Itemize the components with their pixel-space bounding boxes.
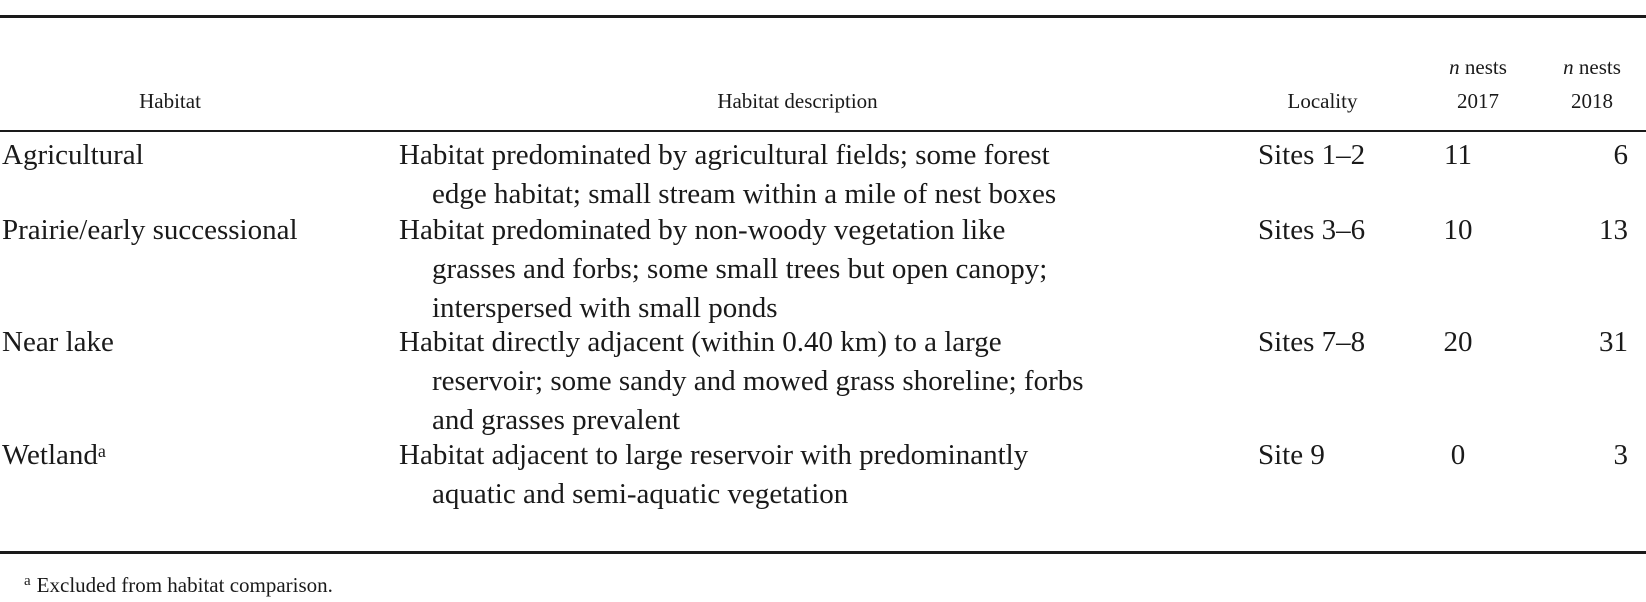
footnote-text: Excluded from habitat comparison. bbox=[36, 573, 333, 597]
description-line: Habitat predominated by non-woody vegetation like bbox=[399, 214, 1006, 246]
cell-n-nests-2018: 31 bbox=[1599, 326, 1628, 358]
cell-n-nests-2018: 6 bbox=[1613, 139, 1628, 171]
description-line: and grasses prevalent bbox=[432, 404, 681, 436]
header-nests-word: nests bbox=[1578, 55, 1621, 79]
header-year: 2018 bbox=[1571, 89, 1613, 113]
cell-description bbox=[399, 436, 1028, 514]
cell-n-nests-2018: 3 bbox=[1613, 439, 1628, 471]
cell-n-nests-2017: 0 bbox=[1450, 439, 1466, 471]
header-year: 2017 bbox=[1457, 89, 1499, 113]
habitat-name: Wetland bbox=[2, 439, 98, 471]
cell-description bbox=[399, 136, 1056, 214]
cell-habitat bbox=[2, 323, 114, 362]
cell-locality: Sites 1–2 bbox=[1258, 139, 1366, 171]
cell-habitat bbox=[2, 136, 144, 175]
habitat-name: Agricultural bbox=[2, 139, 144, 171]
cell-n-nests-2018: 13 bbox=[1599, 214, 1628, 246]
table-header-rule bbox=[0, 130, 1646, 132]
description-line: grasses and forbs; some small trees but open canopy; bbox=[432, 253, 1048, 285]
header-habitat: Habitat bbox=[139, 89, 201, 113]
header-habitat-description: Habitat description bbox=[717, 89, 878, 113]
description-line: aquatic and semi-aquatic vegetation bbox=[432, 478, 849, 510]
header-locality: Locality bbox=[1287, 89, 1358, 113]
description-line: Habitat directly adjacent (within 0.40 km) to a large bbox=[399, 326, 1002, 358]
cell-description bbox=[399, 323, 1084, 440]
header-n-nests-2018 bbox=[1532, 50, 1646, 118]
cell-n-nests-2017: 20 bbox=[1443, 326, 1473, 358]
header-n-symbol: n bbox=[1563, 55, 1574, 79]
cell-description bbox=[399, 211, 1047, 328]
header-nests-word: nests bbox=[1464, 55, 1507, 79]
table-footnote bbox=[24, 570, 333, 600]
header-n-nests-2017 bbox=[1418, 50, 1538, 118]
description-line: interspersed with small ponds bbox=[432, 292, 778, 324]
cell-locality: Site 9 bbox=[1258, 439, 1325, 471]
header-n-symbol: n bbox=[1449, 55, 1460, 79]
description-line: Habitat predominated by agricultural fields; some forest bbox=[399, 139, 1050, 171]
cell-locality: Sites 7–8 bbox=[1258, 326, 1366, 358]
habitat-name: Prairie/early successional bbox=[2, 214, 298, 246]
description-line: edge habitat; small stream within a mile of nest boxes bbox=[432, 178, 1057, 210]
cell-habitat bbox=[2, 436, 106, 475]
description-line: reservoir; some sandy and mowed grass shoreline; forbs bbox=[432, 365, 1084, 397]
description-line: Habitat adjacent to large reservoir with predominantly bbox=[399, 439, 1029, 471]
footnote-marker: a bbox=[24, 573, 31, 589]
cell-habitat bbox=[2, 211, 298, 250]
table-top-rule bbox=[0, 15, 1646, 18]
cell-n-nests-2017: 11 bbox=[1444, 139, 1472, 171]
cell-n-nests-2017: 10 bbox=[1443, 214, 1473, 246]
habitat-name: Near lake bbox=[2, 326, 114, 358]
table-bottom-rule bbox=[0, 551, 1646, 554]
cell-locality: Sites 3–6 bbox=[1258, 214, 1366, 246]
footnote-marker: a bbox=[97, 441, 106, 461]
